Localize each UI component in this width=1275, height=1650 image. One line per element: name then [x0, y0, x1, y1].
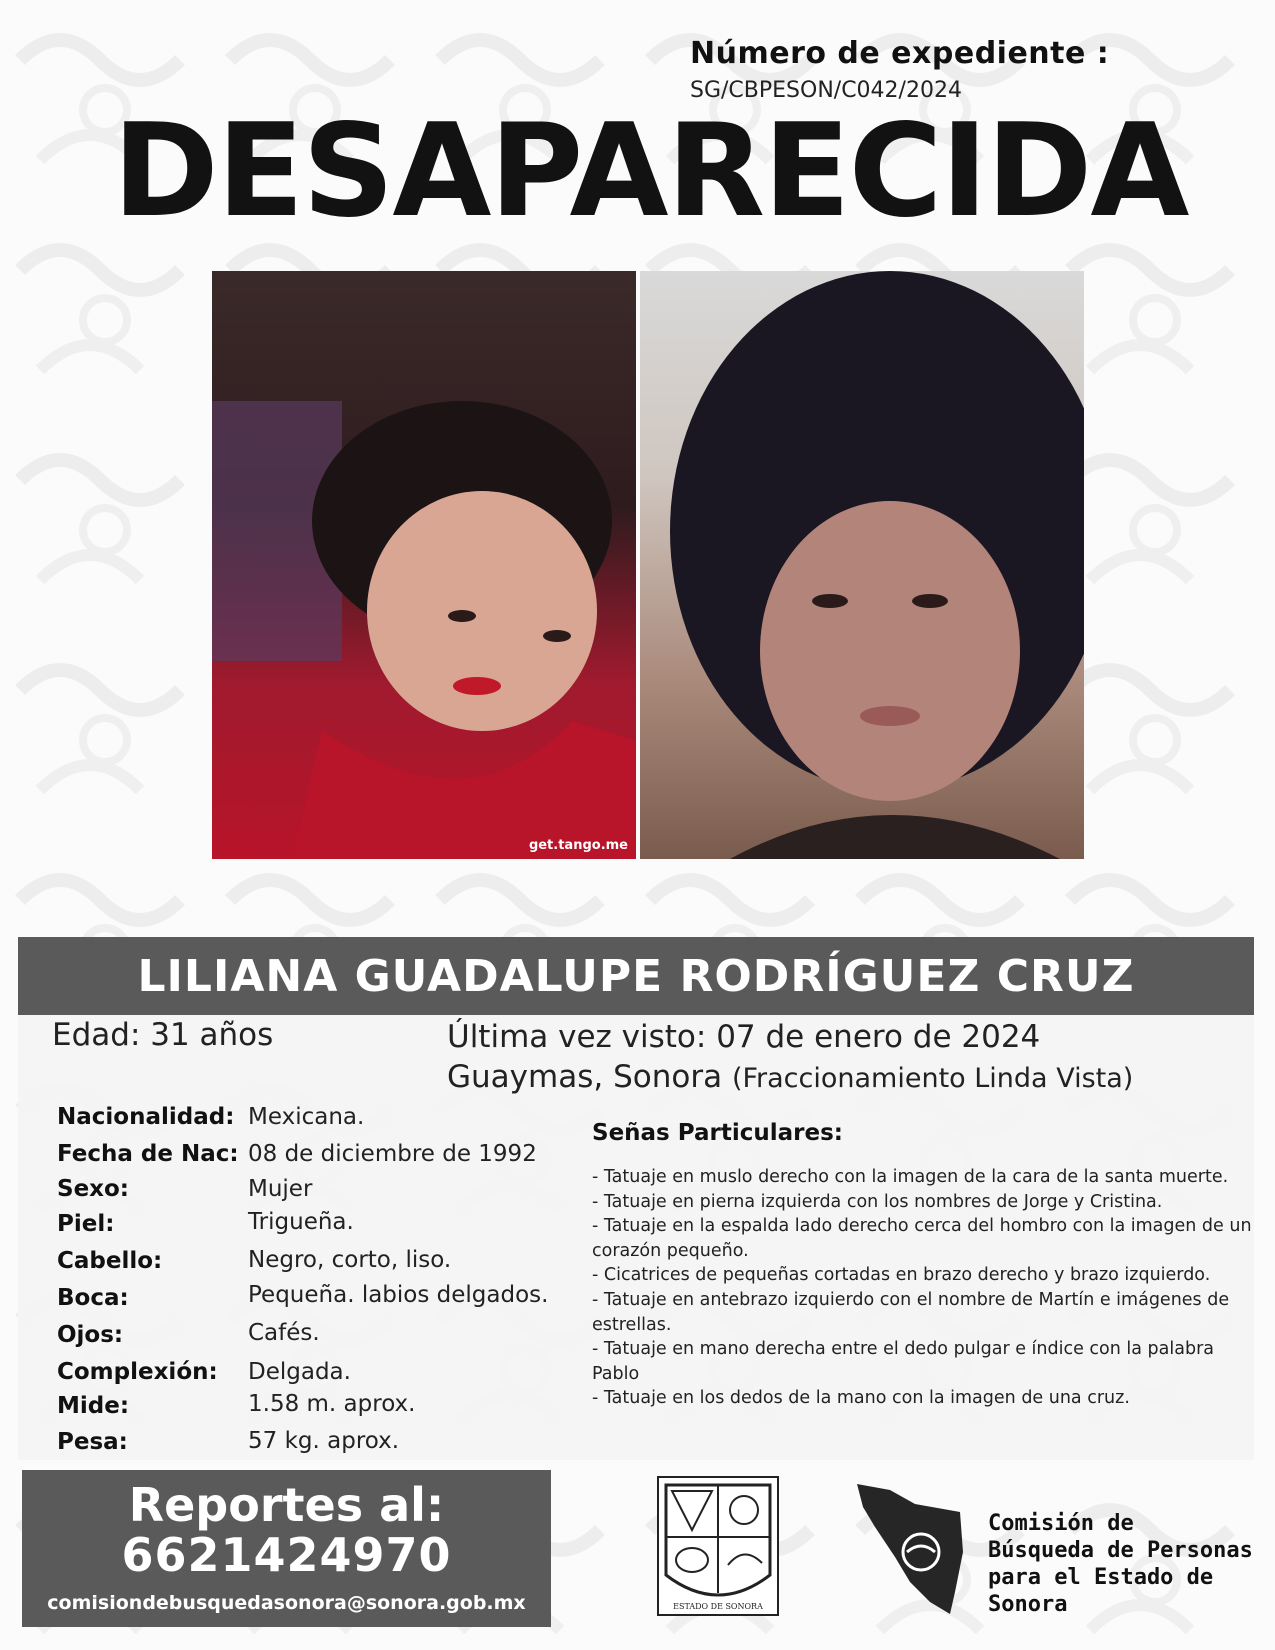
- mark-item: - Tatuaje en pierna izquierda con los nombres de Jorge y Cristina.: [592, 1191, 1163, 1212]
- sonora-map-logo-icon: [855, 1482, 967, 1617]
- detail-label: Cabello:: [57, 1248, 163, 1274]
- report-email[interactable]: comisiondebusquedasonora@sonora.gob.mx: [47, 1592, 526, 1614]
- detail-value: 1.58 m. aprox.: [248, 1391, 416, 1417]
- detail-label: Piel:: [57, 1211, 115, 1237]
- detail-value: Cafés.: [248, 1320, 320, 1346]
- last-seen-location: [447, 1059, 1133, 1095]
- detail-label: Nacionalidad:: [57, 1104, 235, 1130]
- case-number-label: Número de expediente :: [690, 36, 1110, 71]
- detail-label: Fecha de Nac:: [57, 1141, 239, 1167]
- detail-label: Complexión:: [57, 1359, 218, 1385]
- person-name-bar: [18, 937, 1254, 1015]
- case-number: SG/CBPESON/C042/2024: [690, 78, 962, 103]
- detail-value: Delgada.: [248, 1359, 351, 1385]
- person-name: LILIANA GUADALUPE RODRÍGUEZ CRUZ: [137, 950, 1135, 1002]
- seal-caption: ESTADO DE SONORA: [673, 1602, 763, 1611]
- report-phone[interactable]: 6621424970: [121, 1528, 452, 1582]
- mark-item: - Tatuaje en antebrazo izquierdo con el nombre de Martín e imágenes de estrellas.: [592, 1289, 1230, 1335]
- headline: DESAPARECIDA: [112, 97, 1188, 246]
- detail-value: Trigueña.: [248, 1209, 354, 1235]
- report-title: Reportes al:: [128, 1478, 445, 1532]
- detail-value: Mujer: [248, 1176, 313, 1202]
- mark-item: - Tatuaje en la espalda lado derecho cerca del hombro con la imagen de un corazón pequeño.: [592, 1216, 1252, 1261]
- agency-name: [988, 1510, 1275, 1618]
- detail-value: Negro, corto, liso.: [248, 1247, 452, 1273]
- distinguishing-marks-list: [592, 1165, 1252, 1411]
- detail-value: 08 de diciembre de 1992: [248, 1141, 537, 1167]
- detail-label: Boca:: [57, 1285, 129, 1311]
- agency-name-line: Comisión de: [988, 1511, 1134, 1536]
- report-box: [22, 1470, 551, 1627]
- detail-value: Pequeña. labios delgados.: [248, 1282, 549, 1308]
- distinguishing-marks-title: Señas Particulares:: [592, 1120, 843, 1146]
- mark-item: - Tatuaje en los dedos de la mano con la imagen de una cruz.: [592, 1388, 1130, 1409]
- photo-watermark: get.tango.me: [528, 838, 628, 853]
- detail-label: Ojos:: [57, 1322, 124, 1348]
- detail-value: 57 kg. aprox.: [248, 1428, 400, 1454]
- photo-right: [640, 271, 1084, 859]
- photo-right-illustration: [640, 271, 1084, 859]
- agency-name-line: para el Estado de Sonora: [988, 1565, 1214, 1617]
- sonora-state-seal-icon: [656, 1475, 780, 1617]
- photo-left-illustration: [212, 271, 636, 859]
- mark-item: - Cicatrices de pequeñas cortadas en brazo derecho y brazo izquierdo.: [592, 1265, 1211, 1286]
- last-seen-date: Última vez visto: 07 de enero de 2024: [447, 1019, 1041, 1055]
- detail-label: Mide:: [57, 1393, 130, 1419]
- agency-name-line: Búsqueda de Personas: [988, 1538, 1253, 1563]
- detail-value: Mexicana.: [248, 1104, 365, 1130]
- detail-label: Pesa:: [57, 1429, 128, 1455]
- detail-label: Sexo:: [57, 1176, 129, 1202]
- mark-item: - Tatuaje en mano derecha entre el dedo pulgar e índice con la palabra Pablo: [592, 1339, 1215, 1384]
- location-detail: (Fraccionamiento Linda Vista): [731, 1063, 1134, 1094]
- age: Edad: 31 años: [52, 1017, 274, 1053]
- location-main: Guaymas, Sonora: [447, 1059, 723, 1095]
- mark-item: - Tatuaje en muslo derecho con la imagen de la cara de la santa muerte.: [592, 1167, 1229, 1187]
- photo-left: [212, 271, 636, 859]
